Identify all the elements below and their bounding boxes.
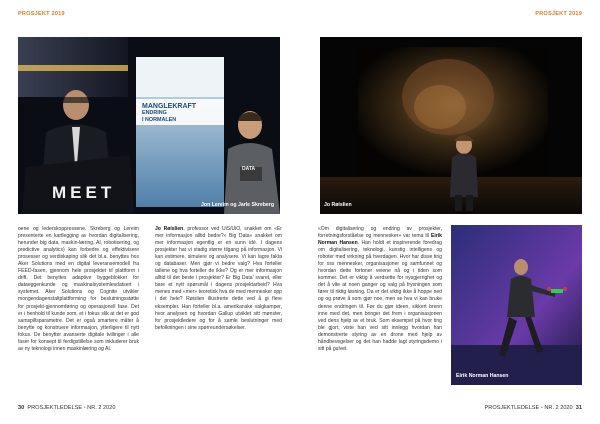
section-header-left: PROSJEKT 2019 [18,11,65,17]
stage-illustration [451,225,582,385]
photo-lereim-skreberg [18,37,280,214]
meet-sign: MEET [52,183,116,202]
stage-illustration [320,37,582,214]
body-text: , professor ved UiS/UiO, snakket om «Er mer informasjon alltid bedre?» Big Data» snakket om mer informasjon egentlig er en sunn idé. I dagens prosjekter har vi stadig større tilgang på informasjon. Vi kan estimere, simulere og analysere. Vi kan lagre fakta og databaser. Men gjør vi bedre valg? Hva forteller tallene og hva forteller de ikke? Og er mer informasjon alltid til det beste i prosjekter? Er Big Data' svaret, eller bare et nytt spørsmål i dagens prosjektarbeid? Hva menes med «mer» teoretisk hva de med mennesker opp i det hele? Røislien illustrerte dette ved å gi flere eksempler. Han forteller bl.a. amerikanske valgkamper, hvor analysen og hvordan Gallup utviklet sitt mønster, for prosjektledere og for å samle beslutninger med befolkningen i sine spørreundersøkelser. [155,226,282,331]
body-paragraph: oene og lederskoppressene. Skreberg og Lereim presenterte en kartlegging av hvordan digitalisering, herunder big data, maskin-læring, AI, robotisering, og predictive analytics) kan forbedre og effektivisere prosesser og verdiskaping slik det bl.a. benyttes hos Aker Solutions med en digital leveransemodell fra FEED-fasen, gjennom hele prosjektet til plattform i drift. Det benyttes adaptive byggeblokker for dataeggenkunde og maskinalsystemlesdatsert i systemet. Aker Solutions og Cognite utvikler mongendagenstaltplattforming for beslutningsstøtte for prosjekt-gjennomføring og operasjonell fase. Det er i henhold til kunde som, et i fokus slik at det er god samspillsparametre. Det er også smartere måter å benytte og konstruere informasjon, ytterligere til nytt fokus. De benytter avanserte digitale tvillinger i alle faser for konsept til ferdigstillelse som inkluderer bruk av ny teknologi innen maskinlæring og AI. [18,226,139,352]
text-column-1 [18,226,139,353]
body-text: . Han holdt et inspirerende foredrag om digitalisering, teknologi, kunstig intelligens og roboter med virkning på hverdagen. Hvor har disse ting for oss mennesker, organisasjoner og samfunnet og hvordan dette fortoner veiene nå og i tiden som kommer. Det er viktig å verdsette for nysgjerrighet og det å vite at noen ganger og valg på frysningen som fører til riktig løsning. Da er det viktig ikke å hoppe ned og og prøve å som gjør noe, men se hva vi kan bruke denne endringen til. Før du gjør ideen, sikkert brenn inne med det, men bringer det frem i organisasjonen ved dens hjelp av et bruk. Som eksempel på hvor ting ble gjort, viste han ved sitt innlegg hvordan han demonstrerte styring av en drone med hjelp av håndbevegelser og det han hadde lagt styringsdemo i sitt på gulvet. [318,240,442,352]
speaker-name: Jo Røislien [155,226,184,232]
issue-label: NR. 2 2020 [544,405,573,411]
photo-roislien [320,37,582,214]
banner-line: ENDRING [142,110,167,116]
footer-left: 30 PROSJEKTLEDELSE • NR. 2 2020 [18,405,116,411]
body-paragraph [318,226,442,353]
page-number-left: 30 [18,405,25,411]
section-header-right: PROSJEKT 2019 [535,11,582,17]
photo-caption-norman-hansen: Eirik Norman Hansen [456,373,509,379]
speaker-name: Eirik Norman Hansen [318,233,442,247]
photo-caption-roislien: Jo Røislien [324,202,352,208]
banner-text [142,103,220,124]
page-number-right: 31 [575,405,582,411]
text-column-3 [318,226,442,353]
banner-line: I NORMALEN [142,117,177,123]
publication-name: PROSJEKTLEDELSE [484,405,540,411]
publication-name: PROSJEKTLEDELSE [27,405,83,411]
body-paragraph [155,226,282,332]
issue-label: NR. 2 2020 [87,405,116,411]
photo-caption-lereim-skreberg: Jon Lereim og Jarle Skreberg [201,202,274,208]
shirt-text: DATA [242,166,256,172]
footer-right: PROSJEKTLEDELSE • NR. 2 2020 31 [484,405,582,411]
body-text: «Om digitalisering og endring av prosjekter, forretningsforståelse og mennesker» var tema til [318,226,442,240]
text-column-2 [155,226,282,332]
banner-line: MANGLEKRAFT [142,103,197,110]
photo-norman-hansen [451,225,582,385]
